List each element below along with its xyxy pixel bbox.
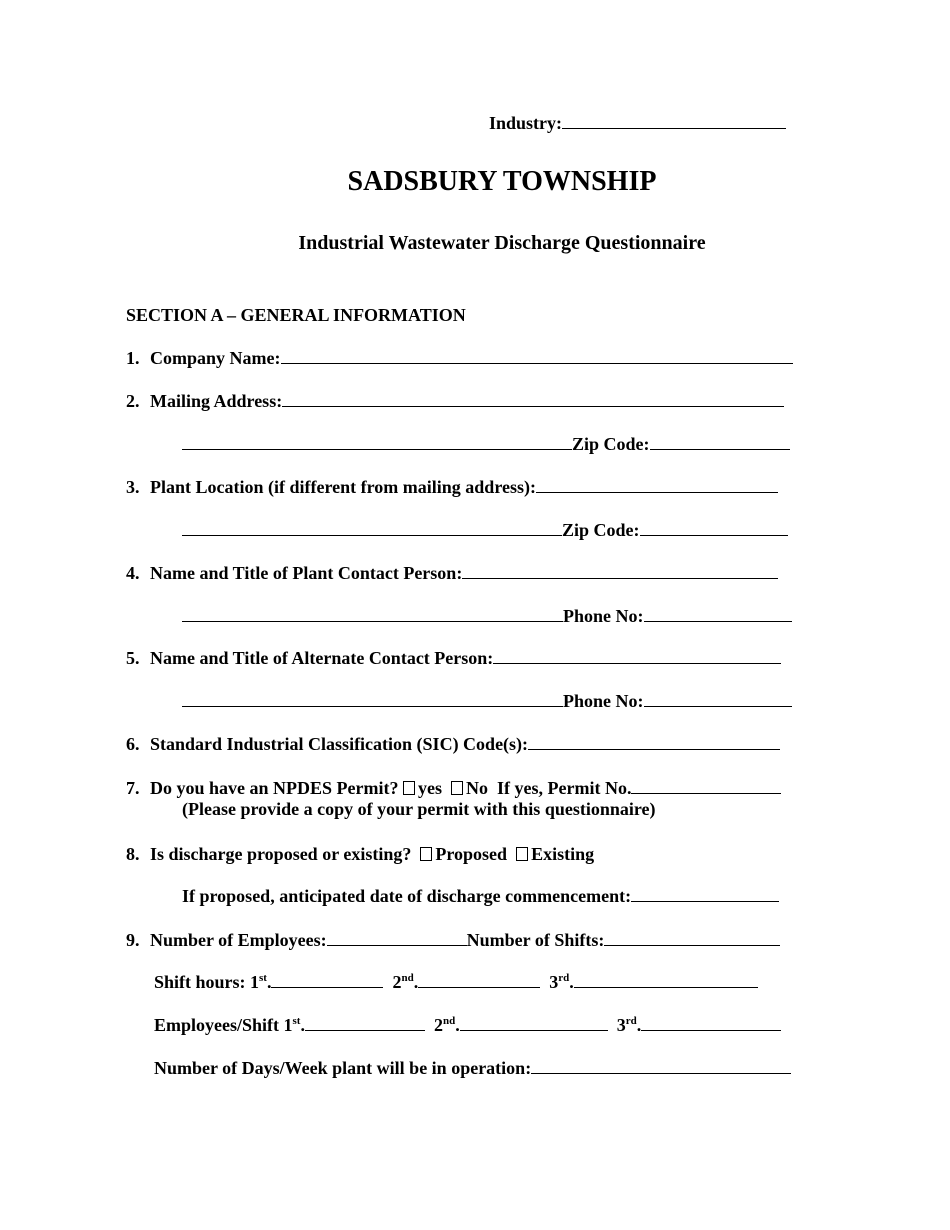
employees-shift2-input-line[interactable] xyxy=(460,1015,608,1031)
zip-code-label: Zip Code: xyxy=(562,520,640,540)
section-heading: SECTION A – GENERAL INFORMATION xyxy=(126,305,466,325)
dot: . xyxy=(636,1015,642,1035)
question-4 xyxy=(126,563,778,583)
yes-checkbox[interactable] xyxy=(403,781,415,795)
employees-shift1-input-line[interactable] xyxy=(305,1015,425,1031)
phone-label: Phone No: xyxy=(563,691,644,711)
alternate-contact-line2-input[interactable] xyxy=(182,691,563,707)
shift2-hours-input-line[interactable] xyxy=(418,972,540,988)
discharge-date-label: If proposed, anticipated date of discharge commencement: xyxy=(182,886,632,906)
shift-number: 2 xyxy=(433,1015,443,1035)
alternate-contact-phone-input-line[interactable] xyxy=(644,691,792,707)
permit-note: (Please provide a copy of your permit with this questionnaire) xyxy=(182,799,656,819)
mailing-zip-input-line[interactable] xyxy=(650,434,790,450)
question-4-line-2 xyxy=(182,606,792,626)
mailing-address-label: Mailing Address: xyxy=(150,391,283,411)
sic-code-input-line[interactable] xyxy=(528,734,780,750)
question-number: 1. xyxy=(126,348,140,368)
question-5-line-2 xyxy=(182,691,792,711)
plant-location-input-line[interactable] xyxy=(536,477,778,493)
proposed-label: Proposed xyxy=(435,844,508,864)
question-3-line-2 xyxy=(182,520,788,540)
shifts-label: Number of Shifts: xyxy=(466,930,605,950)
plant-location-line2-input[interactable] xyxy=(182,520,562,536)
ordinal-suffix: rd xyxy=(558,972,570,984)
discharge-date-field xyxy=(182,886,779,906)
shift-hours-label: Shift hours: 1 xyxy=(154,972,260,992)
question-number: 4. xyxy=(126,563,140,583)
shift-hours-row xyxy=(154,972,758,992)
shift-number: 3 xyxy=(616,1015,626,1035)
question-2-line-2 xyxy=(182,434,790,454)
question-number: 2. xyxy=(126,391,140,411)
dot: . xyxy=(300,1015,305,1035)
discharge-date-input-line[interactable] xyxy=(631,886,779,902)
employees-shift-label: Employees/Shift 1 xyxy=(154,1015,293,1035)
discharge-question-label: Is discharge proposed or existing? xyxy=(150,844,412,864)
phone-label: Phone No: xyxy=(563,606,644,626)
industry-field xyxy=(489,113,786,133)
shift-number: 2 xyxy=(392,972,402,992)
shift3-hours-input-line[interactable] xyxy=(574,972,758,988)
question-7 xyxy=(126,778,781,798)
shifts-input-line[interactable] xyxy=(604,930,780,946)
dot: . xyxy=(569,972,574,992)
question-9 xyxy=(126,930,780,950)
proposed-checkbox[interactable] xyxy=(420,847,432,861)
permit-number-label: If yes, Permit No. xyxy=(497,778,632,798)
no-checkbox[interactable] xyxy=(451,781,463,795)
mailing-address-input-line[interactable] xyxy=(282,391,784,407)
employees-input-line[interactable] xyxy=(327,930,467,946)
plant-contact-input-line[interactable] xyxy=(462,563,778,579)
question-5 xyxy=(126,648,781,668)
ordinal-suffix: nd xyxy=(442,1015,456,1027)
existing-label: Existing xyxy=(531,844,595,864)
employees-per-shift-row xyxy=(154,1015,781,1035)
ordinal-suffix: st xyxy=(259,972,267,984)
plant-location-label: Plant Location (if different from mailing address): xyxy=(150,477,536,497)
industry-label: Industry: xyxy=(489,113,563,133)
employees-label: Number of Employees: xyxy=(150,930,327,950)
yes-label: yes xyxy=(418,778,442,798)
question-number: 6. xyxy=(126,734,140,754)
ordinal-suffix: rd xyxy=(625,1015,637,1027)
zip-code-label: Zip Code: xyxy=(572,434,650,454)
page-title: SADSBURY TOWNSHIP xyxy=(347,166,657,197)
days-per-week-label: Number of Days/Week plant will be in operation: xyxy=(154,1058,532,1078)
plant-contact-label: Name and Title of Plant Contact Person: xyxy=(150,563,463,583)
existing-checkbox[interactable] xyxy=(516,847,528,861)
question-1 xyxy=(126,348,793,368)
question-number: 7. xyxy=(126,778,140,798)
question-2 xyxy=(126,391,784,411)
alternate-contact-label: Name and Title of Alternate Contact Person: xyxy=(150,648,494,668)
plant-contact-line2-input[interactable] xyxy=(182,606,563,622)
shift-number: 3 xyxy=(549,972,559,992)
sic-code-label: Standard Industrial Classification (SIC) Code(s): xyxy=(150,734,529,754)
dot: . xyxy=(413,972,419,992)
question-6 xyxy=(126,734,780,754)
question-number: 8. xyxy=(126,844,140,864)
days-per-week-input-line[interactable] xyxy=(531,1058,791,1074)
company-name-input-line[interactable] xyxy=(281,348,793,364)
no-label: No xyxy=(466,778,488,798)
industry-input-line[interactable] xyxy=(562,113,786,129)
question-number: 9. xyxy=(126,930,140,950)
question-number: 3. xyxy=(126,477,140,497)
employees-shift3-input-line[interactable] xyxy=(641,1015,781,1031)
question-3 xyxy=(126,477,778,497)
question-number: 5. xyxy=(126,648,140,668)
dot: . xyxy=(266,972,272,992)
plant-contact-phone-input-line[interactable] xyxy=(644,606,792,622)
npdes-question-label: Do you have an NPDES Permit? xyxy=(150,778,399,798)
permit-number-input-line[interactable] xyxy=(631,778,781,794)
shift1-hours-input-line[interactable] xyxy=(271,972,383,988)
company-name-label: Company Name: xyxy=(150,348,281,368)
question-8 xyxy=(126,844,594,864)
plant-zip-input-line[interactable] xyxy=(640,520,788,536)
alternate-contact-input-line[interactable] xyxy=(493,648,781,664)
mailing-address-line2-input[interactable] xyxy=(182,434,572,450)
ordinal-suffix: st xyxy=(292,1015,301,1027)
ordinal-suffix: nd xyxy=(401,972,414,984)
days-per-week-field xyxy=(154,1058,791,1078)
dot: . xyxy=(455,1015,460,1035)
page-subtitle: Industrial Wastewater Discharge Questionnaire xyxy=(298,232,706,254)
